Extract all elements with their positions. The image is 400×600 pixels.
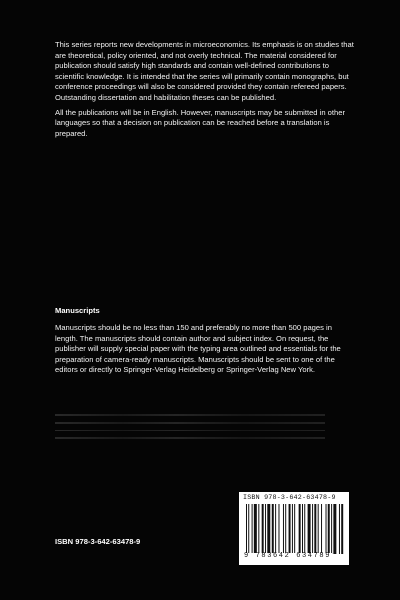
- barcode-bar: [326, 504, 327, 554]
- barcode-bar: [262, 504, 264, 554]
- barcode-bar: [289, 504, 291, 554]
- isbn-barcode-area: [239, 492, 349, 565]
- faded-publisher-addresses: [55, 414, 325, 446]
- manuscripts-heading: Manuscripts: [55, 306, 100, 315]
- barcode-bar: [304, 504, 305, 554]
- barcode-bar: [267, 504, 270, 554]
- barcode-number: 9 783642 634789: [244, 552, 332, 560]
- barcode-bar: [283, 504, 284, 554]
- barcode-bar: [328, 504, 330, 554]
- barcode-bar: [294, 504, 295, 554]
- series-description-paragraph-2: All the publications will be in English. However, manuscripts may be submitted in other languages so that a decision on publication can be reached before a translation is prepared.: [55, 107, 345, 138]
- barcode-bar: [292, 504, 293, 554]
- barcode-bar: [302, 504, 303, 554]
- barcode-bar: [341, 504, 343, 554]
- isbn-label: ISBN 978-3-642-63478-9: [55, 537, 141, 546]
- barcode-bar: [308, 504, 311, 554]
- barcode-bar: [246, 504, 247, 554]
- barcode-bar: [278, 504, 279, 554]
- barcode-isbn-label: ISBN 978-3-642-63478-9: [243, 494, 336, 502]
- barcode-bar: [252, 504, 253, 554]
- barcode-bar: [299, 504, 301, 554]
- barcode-bar: [258, 504, 259, 554]
- barcode-bar: [333, 504, 336, 554]
- barcode-bar: [275, 504, 276, 554]
- barcode-graphic: [243, 504, 345, 554]
- barcode-bar: [314, 504, 316, 554]
- barcode-bar: [248, 504, 249, 554]
- barcode-bar: [272, 504, 274, 554]
- series-description-paragraph-1: This series reports new developments in microeconomics. Its emphasis is on studies that are theoretical, policy oriented, and not overly technical. The material considered for publication should satisfy high standards and contain well-defined contributions to scientific knowledge. It is intended that the series will primarily contain monographs, but conference proceedings will also be considered provided they contain refereed papers. Outstanding dissertation and habilitation theses can be published.: [55, 40, 354, 102]
- manuscripts-paragraph: Manuscripts should be no less than 150 and preferably no more than 500 pages in length. The manuscripts should contain author and subject index. On request, the publisher will supply special paper with the typing area outlined and essentials for the preparation of camera-ready manuscripts. Manuscripts should be sent to one of the editors or directly to Springer-Verlag Heidelberg or Springer-Verlag New York.: [55, 323, 341, 375]
- barcode-bar: [339, 504, 340, 554]
- barcode-bar: [321, 504, 322, 554]
- faded-address-line: [55, 422, 325, 424]
- faded-address-line: [55, 437, 325, 439]
- barcode-bar: [285, 504, 286, 554]
- barcode-bar: [331, 504, 332, 554]
- barcode-bar: [312, 504, 313, 554]
- barcode-bar: [254, 504, 257, 554]
- series-description: [55, 40, 355, 139]
- barcode-bar: [318, 504, 319, 554]
- faded-address-line: [55, 430, 325, 432]
- barcode-bar: [265, 504, 266, 554]
- manuscripts-section: [55, 306, 355, 376]
- faded-address-line: [55, 414, 325, 416]
